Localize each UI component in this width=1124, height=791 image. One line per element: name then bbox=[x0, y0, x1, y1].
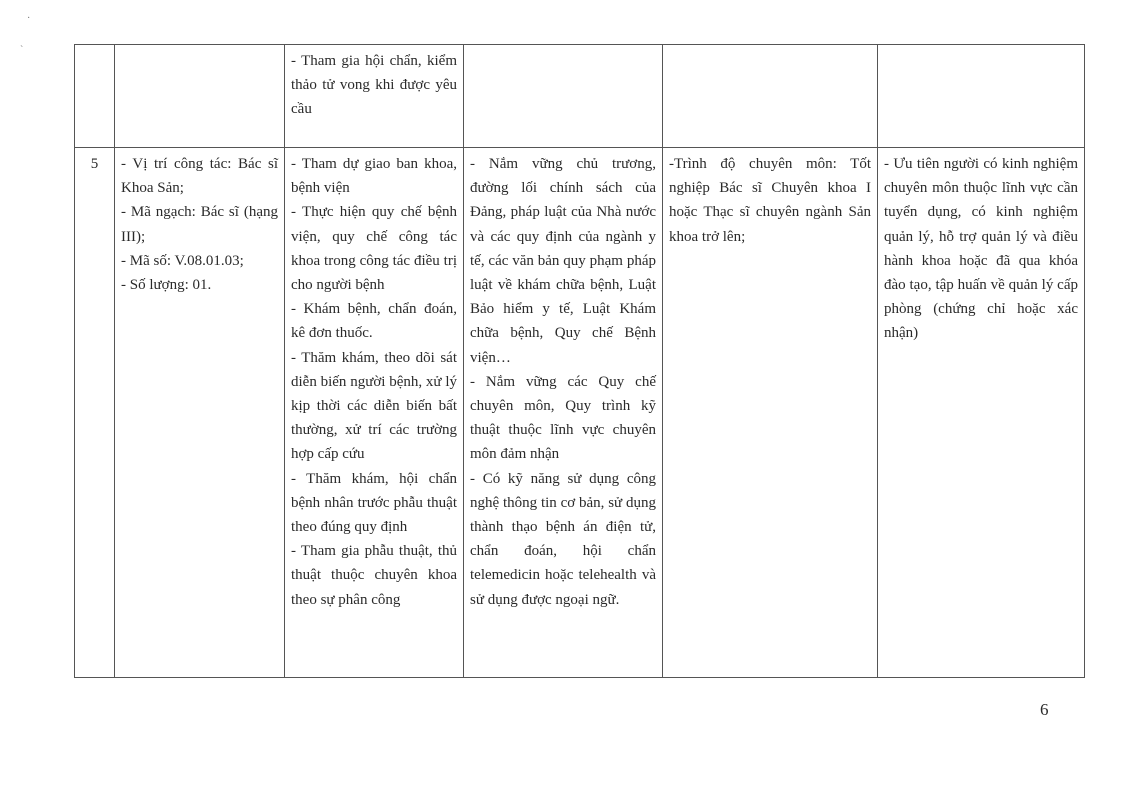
tasks-cell bbox=[285, 45, 464, 148]
position-text: - Vị trí công tác: Bác sĩ Khoa Sản; - Mã ngạch: Bác sĩ (hạng III); - Mã số: V.08.01.03; - Số lượng: 01. bbox=[121, 156, 278, 294]
position-cell bbox=[115, 148, 285, 678]
page-number: 6 bbox=[1040, 700, 1049, 719]
table-row bbox=[75, 148, 1085, 678]
scan-speck: ` bbox=[20, 45, 24, 56]
knowledge-cell bbox=[464, 148, 663, 678]
qualification-cell bbox=[663, 45, 878, 148]
qualification-cell bbox=[663, 148, 878, 678]
tasks-cell bbox=[285, 148, 464, 678]
priority-cell bbox=[878, 45, 1085, 148]
table-row bbox=[75, 45, 1085, 148]
job-requirements-table bbox=[74, 44, 1085, 678]
priority-text: - Ưu tiên người có kinh nghiệm chuyên môn thuộc lĩnh vực cần tuyển dụng, có kinh nghiệm quản lý, hỗ trợ quản lý và điều hành khoa hoặc đã qua khóa đào tạo, tập huấn về quản lý cấp phòng (chứng chỉ hoặc xác nhận) bbox=[884, 156, 1078, 342]
knowledge-text: - Nắm vững chủ trương, đường lối chính sách của Đảng, pháp luật của Nhà nước và các quy định của ngành y tế, các văn bản quy phạm pháp luật về khám chữa bệnh, Luật Bảo hiểm y tế, Luật Khám chữa bệnh, Quy chế Bệnh viện… - Nắm vững các Quy chế chuyên môn, Quy trình kỹ thuật thuộc lĩnh vực chuyên môn đảm nhận - Có kỹ năng sử dụng công nghệ thông tin cơ bản, sử dụng thành thạo bệnh án điện tử, chẩn đoán, hội chẩn telemedicin hoặc telehealth và sử dụng được ngoại ngữ. bbox=[470, 156, 656, 608]
scan-speck: · bbox=[27, 13, 31, 24]
priority-cell bbox=[878, 148, 1085, 678]
tasks-text: - Tham gia hội chẩn, kiểm thảo tử vong khi được yêu cầu bbox=[291, 53, 457, 118]
knowledge-cell bbox=[464, 45, 663, 148]
stt-cell bbox=[75, 45, 115, 148]
tasks-text: - Tham dự giao ban khoa, bệnh viện - Thực hiện quy chế bệnh viện, quy chế công tác khoa trong công tác điều trị cho người bệnh - Khám bệnh, chẩn đoán, kê đơn thuốc. - Thăm khám, theo dõi sát diễn biến người bệnh, xử lý kịp thời các diễn biến bất thường, xử trí các trường hợp cấp cứu - Thăm khám, hội chẩn bệnh nhân trước phẫu thuật theo đúng quy định - Tham gia phẫu thuật, thủ thuật thuộc chuyên khoa theo sự phân công bbox=[291, 156, 457, 608]
stt-cell bbox=[75, 148, 115, 678]
position-cell bbox=[115, 45, 285, 148]
qualification-text: -Trình độ chuyên môn: Tốt nghiệp Bác sĩ Chuyên khoa I hoặc Thạc sĩ chuyên ngành Sản khoa trở lên; bbox=[669, 156, 871, 245]
stt-text: 5 bbox=[90, 156, 99, 172]
